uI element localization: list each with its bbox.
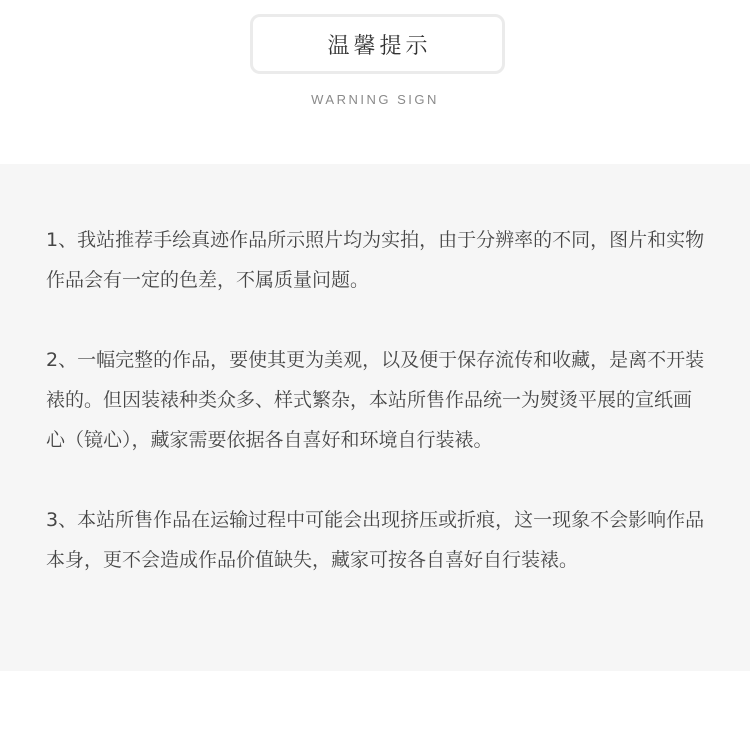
notice-item-3: 3、本站所售作品在运输过程中可能会出现挤压或折痕，这一现象不会影响作品本身，更不会造成作品价值缺失，藏家可按各自喜好自行装裱。: [46, 509, 705, 571]
page-subtitle: WARNING SIGN: [311, 92, 439, 107]
header: [0, 0, 750, 164]
page-title: 温馨提示: [327, 33, 432, 59]
notice-item-2: 2、一幅完整的作品，要使其更为美观，以及便于保存流传和收藏，是离不开装裱的。但因装裱种类众多、样式繁杂，本站所售作品统一为熨烫平展的宣纸画心（镜心），藏家需要依据各自喜好和环境自行装裱。: [46, 349, 705, 451]
notice-item-1: 1、我站推荐手绘真迹作品所示照片均为实拍，由于分辨率的不同，图片和实物作品会有一定的色差，不属质量问题。: [46, 229, 705, 291]
notice-panel: [0, 164, 750, 671]
title-box: [250, 14, 505, 74]
